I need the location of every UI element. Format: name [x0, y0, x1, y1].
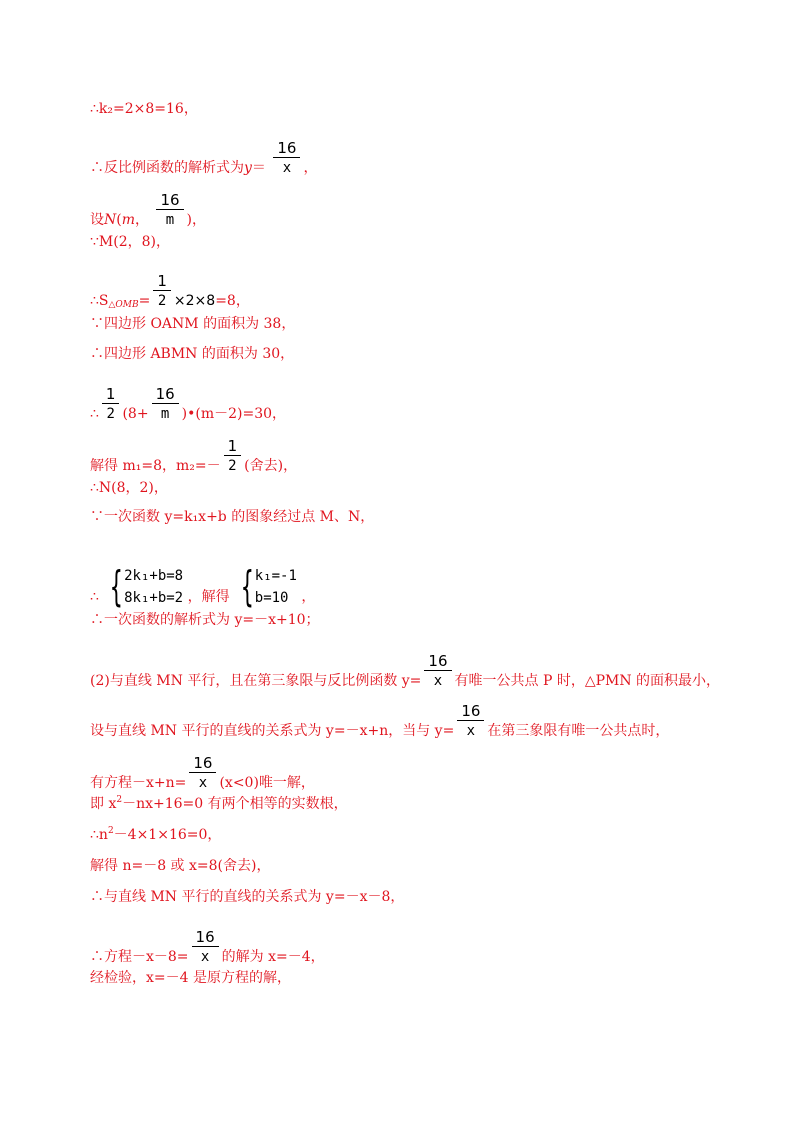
- text: 解得 n=－8 或 x=8(舍去)，: [90, 858, 271, 874]
- equation-system-1: [103, 562, 184, 611]
- system-row: 2k₁+b=8: [124, 568, 184, 584]
- denominator: 2: [153, 290, 171, 309]
- denominator: x: [192, 946, 219, 965]
- fraction-one-half: [224, 438, 242, 474]
- fraction-16-over-m: [152, 386, 179, 422]
- text: 设与直线 MN 平行的直线的关系式为 y=－x+n，当与 y=: [90, 723, 455, 739]
- system-row: b=10: [254, 590, 289, 606]
- var-y: y: [244, 160, 252, 176]
- fraction-16-over-x: [457, 703, 484, 739]
- text: =8，: [215, 293, 250, 309]
- var-m: m: [121, 212, 135, 228]
- text: ∴反比例函数的解析式为: [90, 160, 244, 176]
- text: (2)与直线 MN 平行，且在第三象限与反比例函数 y=: [90, 673, 422, 689]
- line-area-ABMN: [90, 345, 294, 363]
- denominator: 2: [102, 403, 120, 422]
- text: ∴一次函数的解析式为 y=－x+10；: [90, 612, 320, 628]
- text: ，: [303, 160, 318, 176]
- text: ∵M(2，8)，: [90, 234, 170, 250]
- system-row: k₁=-1: [254, 568, 297, 584]
- numerator: 1: [227, 437, 238, 455]
- text: 有方程－x+n=: [90, 775, 187, 791]
- fraction-16-over-x: [273, 140, 300, 176]
- text: 解得 m₁=8，m₂=－: [90, 458, 221, 474]
- superscript: 2: [116, 795, 123, 805]
- numerator: 16: [277, 139, 297, 157]
- text: ×2×8: [173, 293, 216, 309]
- text: 在第三象限有唯一公共点时，: [487, 723, 670, 739]
- text: ∴: [90, 406, 99, 422]
- line-equation-m: [90, 385, 287, 432]
- text: (x<0)唯一解，: [219, 775, 315, 791]
- line-quadratic: [90, 795, 348, 813]
- text: ，解得: [187, 589, 230, 605]
- text: )•(m－2)=30，: [181, 406, 287, 422]
- numerator: 16: [155, 385, 175, 403]
- line-linear-result: [90, 611, 320, 629]
- numerator: 1: [157, 272, 167, 290]
- fraction-one-half: [153, 273, 171, 309]
- fraction-16-over-m: [156, 192, 183, 228]
- line-M: [90, 233, 170, 251]
- text: ∴方程－x－8=: [90, 949, 189, 965]
- line-area-OMB: [90, 272, 250, 319]
- denominator: 2: [224, 455, 242, 474]
- text: ∴N(8，2)，: [90, 480, 168, 496]
- brace: {: [240, 562, 255, 611]
- text: ∴: [90, 589, 99, 605]
- line-N: [90, 479, 168, 497]
- text: ∴四边形 ABMN 的面积为 30，: [90, 346, 295, 362]
- fraction-16-over-x: [189, 755, 216, 791]
- text: 经检验，x=－4 是原方程的解，: [90, 970, 291, 986]
- system-row: 8k₁+b=2: [124, 590, 184, 606]
- line-k2: [90, 100, 198, 118]
- denominator: x: [189, 772, 216, 791]
- text: ，: [135, 212, 149, 228]
- text: (8+: [122, 406, 149, 422]
- denominator: x: [457, 720, 484, 739]
- denominator: m: [152, 403, 179, 422]
- text: ∵四边形 OANM 的面积为 38，: [90, 316, 296, 332]
- superscript: 2: [107, 826, 114, 836]
- text: (舍去)，: [244, 458, 298, 474]
- denominator: m: [156, 209, 183, 228]
- text: ∵一次函数 y=k₁x+b 的图象经过点 M、N，: [90, 509, 375, 525]
- numerator: 16: [160, 191, 180, 209]
- line-inverse-function: [90, 139, 318, 186]
- numerator: 16: [195, 928, 215, 946]
- text: ＝: [251, 160, 266, 176]
- line-parallel-set: [90, 702, 670, 749]
- line-discriminant: [90, 826, 221, 844]
- text: ∴与直线 MN 平行的直线的关系式为 y=－x－8，: [90, 889, 405, 905]
- line-area-OANM: [90, 315, 295, 333]
- subscript: △OMB: [108, 300, 139, 310]
- fraction-16-over-x: [192, 929, 219, 965]
- text: －4×1×16=0，: [113, 827, 222, 843]
- brace: {: [110, 562, 124, 611]
- numerator: 1: [105, 385, 116, 403]
- text: 有唯一公共点 P 时，△PMN 的面积最小，: [454, 673, 721, 689]
- text: ，: [301, 589, 316, 605]
- text: 即 x: [90, 796, 117, 812]
- denominator: x: [273, 157, 300, 176]
- text-k2: ∴k₂=2×8=16，: [90, 101, 198, 117]
- text: 设: [90, 212, 104, 228]
- line-verification: [90, 969, 291, 987]
- text: ∴S: [90, 293, 109, 309]
- line-parallel-result: [90, 888, 404, 906]
- numerator: 16: [461, 702, 481, 720]
- numerator: 16: [193, 754, 213, 772]
- text: ∴n: [90, 827, 108, 843]
- text: 的解为 x=－4，: [221, 949, 325, 965]
- fraction-16-over-x: [424, 653, 451, 689]
- fraction-one-half: [102, 386, 120, 422]
- line-linear-function: [90, 508, 374, 526]
- text: －nx+16=0 有两个相等的实数根，: [122, 796, 348, 812]
- var-N: N: [104, 212, 117, 228]
- equation-system-2: [234, 562, 297, 611]
- text: =: [138, 293, 151, 309]
- line-part2: [90, 652, 721, 699]
- line-solve-n: [90, 857, 270, 875]
- numerator: 16: [428, 652, 448, 670]
- text: )，: [186, 212, 207, 228]
- denominator: x: [424, 670, 451, 689]
- text: (: [116, 212, 122, 228]
